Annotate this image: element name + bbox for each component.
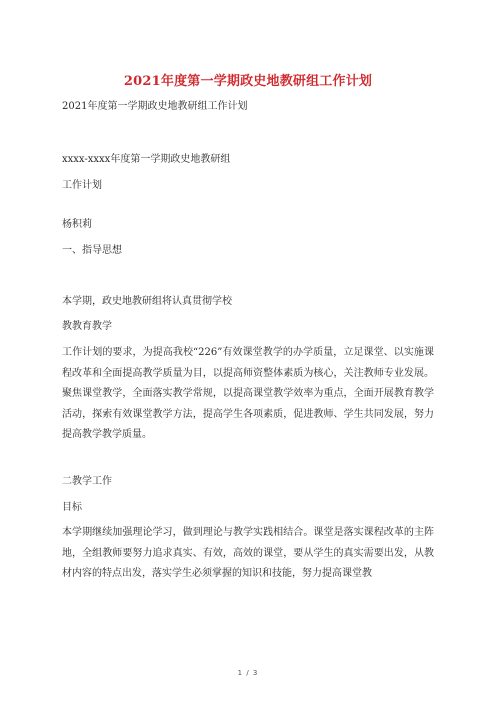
group-line: xxxx-xxxx年度第一学期政史地教研组	[62, 154, 231, 165]
goal-line: 目标	[62, 502, 82, 513]
semester-line: 本学期，政史地教研组将认真贯彻学校	[62, 296, 232, 307]
author-name: 杨积莉	[62, 219, 92, 230]
teaching-line: 教教育教学	[62, 321, 112, 332]
page-indicator: 1 / 3	[237, 669, 259, 677]
document-subtitle: 2021年度第一学期政史地教研组工作计划	[62, 101, 248, 112]
paragraph-guiding-thought: 工作计划的要求，为提高我校“226”有效课堂教学的办学质量，立足课堂、以实施课程改革和全面提高教学质量为目，以提高师资整体素质为核心，关注教师专业发展。聚焦课堂教学，全面落实教学常规，以提高课堂教学效率为重点，全面开展教育教学活动，探索有效课堂教学方法，提高学生各项素质，促进教师、学生共同发展，努力提高教学教学质量。	[62, 347, 434, 440]
paragraph-teaching-goals: 本学期继续加强理论学习，做到理论与教学实践相结合。课堂是落实课程改革的主阵地，全组教师要努力追求真实、有效，高效的课堂，要从学生的真实需要出发，从教材内容的特点出发，落实学生必须掌握的知识和技能，努力提高课堂教	[62, 527, 434, 579]
section-heading-teaching-work: 二教学工作	[62, 476, 112, 487]
document-title: 2021年度第一学期政史地教研组工作计划	[123, 74, 373, 89]
section-heading-guiding-thought: 一、指导思想	[62, 245, 122, 256]
plan-line: 工作计划	[62, 180, 102, 191]
